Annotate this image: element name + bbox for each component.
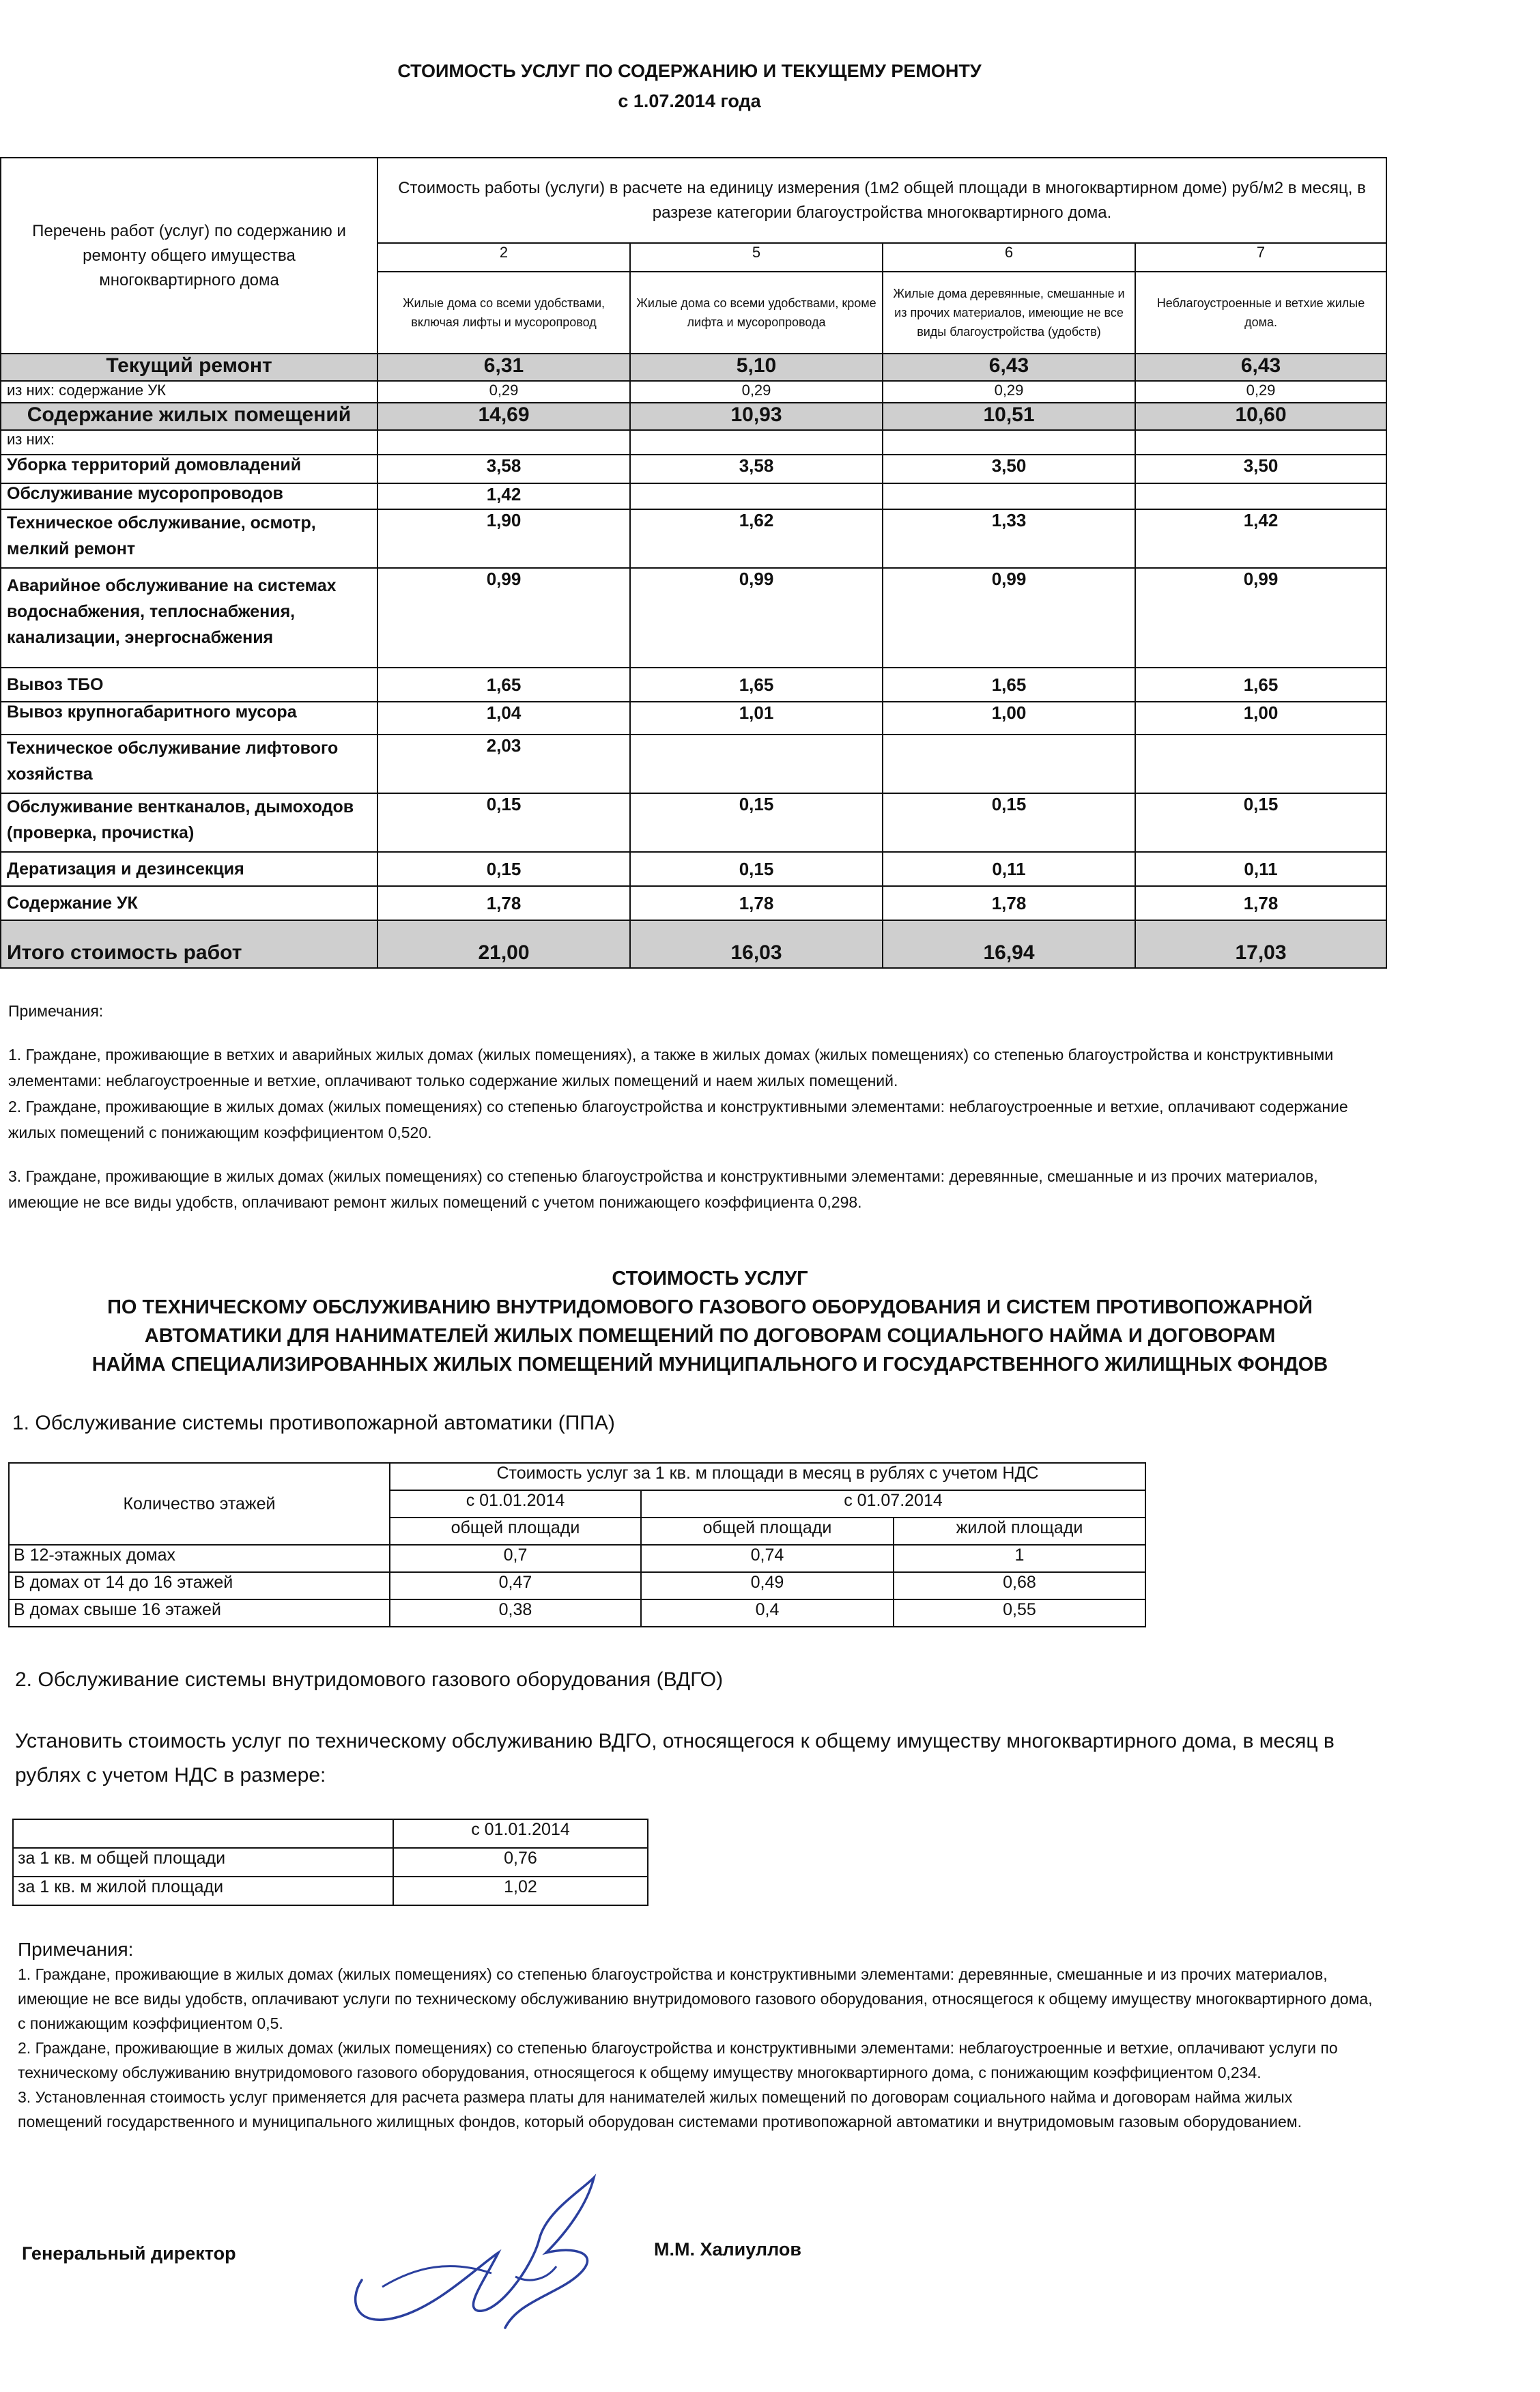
- table-row: [1, 852, 1386, 886]
- row-value: 1,65: [883, 668, 1135, 702]
- row-label: Дератизация и дезинсекция: [1, 852, 377, 886]
- row-label: из них:: [1, 430, 377, 455]
- header-work-list: Перечень работ (услуг) по содержанию и ремонту общего имущества многоквартирного дома: [1, 158, 377, 354]
- row-label: Аварийное обслуживание на системах водоснабжения, теплоснабжения, канализации, энергоснабжения: [1, 568, 377, 668]
- category-number: 6: [883, 243, 1135, 272]
- row-value: 3,58: [630, 455, 883, 483]
- notes-heading: Примечания:: [18, 1939, 134, 1960]
- table-row: [1, 735, 1386, 793]
- table-row: [1, 455, 1386, 483]
- row-label: Вывоз крупногабаритного мусора: [1, 702, 377, 735]
- ppa-table: [8, 1462, 1146, 1627]
- row-value: 0,15: [630, 793, 883, 852]
- row-label: Содержание УК: [1, 886, 377, 920]
- table-row: [9, 1599, 1145, 1627]
- row-value: 1,78: [630, 886, 883, 920]
- row-value: 10,93: [630, 403, 883, 430]
- table-row: [1, 886, 1386, 920]
- row-value: 5,10: [630, 354, 883, 381]
- row-value: 0,68: [894, 1572, 1145, 1599]
- row-value: [630, 735, 883, 793]
- period-header: с 01.07.2014: [641, 1490, 1145, 1518]
- title-line-2: с 1.07.2014 года: [618, 91, 761, 111]
- row-label: из них: содержание УК: [1, 381, 377, 403]
- row-value: 1: [894, 1545, 1145, 1572]
- row-value: 21,00: [377, 920, 630, 968]
- floors-header: Количество этажей: [9, 1463, 390, 1545]
- row-label: Текущий ремонт: [1, 354, 377, 381]
- row-label: за 1 кв. м общей площади: [13, 1848, 393, 1877]
- row-value: 1,00: [1135, 702, 1386, 735]
- row-value: 1,65: [1135, 668, 1386, 702]
- row-value: 1,00: [883, 702, 1135, 735]
- row-value: 0,29: [630, 381, 883, 403]
- row-value: 0,99: [377, 568, 630, 668]
- table-row: [1, 668, 1386, 702]
- area-type-header: общей площади: [390, 1518, 641, 1545]
- vdgo-table: [12, 1819, 648, 1906]
- section2-heading: 2. Обслуживание системы внутридомового газового оборудования (ВДГО): [15, 1668, 724, 1691]
- row-value: 1,42: [377, 483, 630, 509]
- notes-block-1: [8, 998, 1373, 1215]
- note-item: 2. Граждане, проживающие в жилых домах (жилых помещениях) со степенью благоустройства и конструктивными элементами: неблагоустроенные и ветхие, оплачивают содержание жилых помещений с понижающим коэффициентом 0,520.: [8, 1098, 1348, 1141]
- document-title: [205, 56, 1174, 116]
- row-label: Обслуживание вентканалов, дымоходов (проверка, прочистка): [1, 793, 377, 852]
- handwritten-signature: [341, 2164, 614, 2341]
- row-value: 0,49: [641, 1572, 894, 1599]
- category-description: Жилые дома со всеми удобствами, кроме лифта и мусоропровода: [630, 272, 883, 354]
- row-value: 16,94: [883, 920, 1135, 968]
- section-title-line-3: АВТОМАТИКИ ДЛЯ НАНИМАТЕЛЕЙ ЖИЛЫХ ПОМЕЩЕНИЙ ПО ДОГОВОРАМ СОЦИАЛЬНОГО НАЙМА И ДОГОВОРАМ: [144, 1325, 1276, 1347]
- row-value: 0,11: [883, 852, 1135, 886]
- header-cost-description: Стоимость работы (услуги) в расчете на единицу измерения (1м2 общей площади в многоквартирном доме) руб/м2 в месяц, в разрезе категории благоустройства многоквартирного дома.: [377, 158, 1386, 243]
- row-value: 1,62: [630, 509, 883, 568]
- row-value: 0,29: [883, 381, 1135, 403]
- area-type-header: общей площади: [641, 1518, 894, 1545]
- row-value: 0,15: [377, 852, 630, 886]
- row-value: 10,51: [883, 403, 1135, 430]
- table-row: [1, 381, 1386, 403]
- section-title-line-2: ПО ТЕХНИЧЕСКОМУ ОБСЛУЖИВАНИЮ ВНУТРИДОМОВОГО ГАЗОВОГО ОБОРУДОВАНИЯ И СИСТЕМ ПРОТИВОПОЖАРНОЙ: [107, 1296, 1313, 1318]
- note-item: 1. Граждане, проживающие в жилых домах (жилых помещениях) со степенью благоустройства и конструктивными элементами: деревянные, смешанные и из прочих материалов, имеющие не все виды удобств, оплачивают услуги по техническому обслуживанию внутридомового газового оборудования, относящегося к общему имуществу многоквартирного дома, с понижающим коэффициентом 0,5.: [18, 1965, 1373, 2032]
- title-line-1: СТОИМОСТЬ УСЛУГ ПО СОДЕРЖАНИЮ И ТЕКУЩЕМУ РЕМОНТУ: [397, 61, 982, 81]
- note-item: 3. Граждане, проживающие в жилых домах (жилых помещениях) со степенью благоустройства и конструктивными элементами: деревянные, смешанные и из прочих материалов, имеющие не все виды удобств, оплачивают ремонт жилых помещений с учетом понижающего коэффициента 0,298.: [8, 1167, 1318, 1211]
- row-label: за 1 кв. м жилой площади: [13, 1877, 393, 1905]
- note-item: 2. Граждане, проживающие в жилых домах (жилых помещениях) со степенью благоустройства и конструктивными элементами: неблагоустроенные и ветхие, оплачивают услуги по техническому обслуживанию внутридомового газового оборудования, относящегося к общему имуществу многоквартирного дома, с понижающим коэффициентом 0,234.: [18, 2039, 1338, 2081]
- row-value: 1,78: [1135, 886, 1386, 920]
- row-value: 6,31: [377, 354, 630, 381]
- row-value: 0,15: [1135, 793, 1386, 852]
- row-value: 0,15: [630, 852, 883, 886]
- row-value: 3,50: [883, 455, 1135, 483]
- row-value: [883, 483, 1135, 509]
- table-row: [9, 1572, 1145, 1599]
- table-row: [1, 430, 1386, 455]
- section1-heading: 1. Обслуживание системы противопожарной автоматики (ППА): [12, 1412, 615, 1434]
- note-item: 1. Граждане, проживающие в ветхих и аварийных жилых домах (жилых помещениях), а также в жилых домах (жилых помещениях) со степенью благоустройства и конструктивными элементами: неблагоустроенные и ветхие, оплачивают только содержание жилых помещений и наем жилых помещений.: [8, 1046, 1334, 1090]
- row-value: 17,03: [1135, 920, 1386, 968]
- row-value: 3,50: [1135, 455, 1386, 483]
- signatory-name: М.М. Халиуллов: [654, 2239, 801, 2260]
- row-value: 10,60: [1135, 403, 1386, 430]
- row-value: 2,03: [377, 735, 630, 793]
- table-row: [1, 793, 1386, 852]
- empty-header: [13, 1819, 393, 1848]
- row-value: [630, 483, 883, 509]
- row-label: Содержание жилых помещений: [1, 403, 377, 430]
- category-description: Неблагоустроенные и ветхие жилые дома.: [1135, 272, 1386, 354]
- row-value: [1135, 735, 1386, 793]
- note-item: 3. Установленная стоимость услуг применяется для расчета размера платы для нанимателей жилых помещений по договорам социального найма и договорам найма жилых помещений государственного и муниципального жилищных фондов, который оборудован системами противопожарной автоматики и внутридомовым газовым оборудованием.: [18, 2088, 1302, 2131]
- row-value: 14,69: [377, 403, 630, 430]
- row-value: 6,43: [1135, 354, 1386, 381]
- row-value: 1,78: [377, 886, 630, 920]
- table-row: [1, 568, 1386, 668]
- period-header: с 01.01.2014: [390, 1490, 641, 1518]
- row-value: 1,65: [630, 668, 883, 702]
- row-label: Техническое обслуживание, осмотр, мелкий ремонт: [1, 509, 377, 568]
- section-title-line-4: НАЙМА СПЕЦИАЛИЗИРОВАННЫХ ЖИЛЫХ ПОМЕЩЕНИЙ МУНИЦИПАЛЬНОГО И ГОСУДАРСТВЕННОГО ЖИЛИЩНЫХ ФОНДОВ: [91, 1354, 1328, 1376]
- section-title: [55, 1264, 1365, 1379]
- row-value: 0,74: [641, 1545, 894, 1572]
- tariff-table: [0, 157, 1387, 969]
- row-value: 0,15: [377, 793, 630, 852]
- notes-heading: Примечания:: [8, 1002, 104, 1020]
- row-label: Уборка территорий домовладений: [1, 455, 377, 483]
- row-value: 3,58: [377, 455, 630, 483]
- row-value: 0,76: [393, 1848, 648, 1877]
- row-value: 1,33: [883, 509, 1135, 568]
- row-value: 0,7: [390, 1545, 641, 1572]
- row-label: В домах от 14 до 16 этажей: [9, 1572, 390, 1599]
- section-title-line-1: СТОИМОСТЬ УСЛУГ: [612, 1268, 808, 1290]
- row-value: [630, 430, 883, 455]
- table-row-total: [1, 920, 1386, 968]
- row-value: 1,78: [883, 886, 1135, 920]
- row-value: 0,29: [377, 381, 630, 403]
- table-row: [1, 483, 1386, 509]
- row-value: 6,43: [883, 354, 1135, 381]
- category-description: Жилые дома деревянные, смешанные и из прочих материалов, имеющие не все виды благоустройства (удобств): [883, 272, 1135, 354]
- row-value: [883, 735, 1135, 793]
- category-number: 7: [1135, 243, 1386, 272]
- row-value: [883, 430, 1135, 455]
- row-value: 1,65: [377, 668, 630, 702]
- row-value: 16,03: [630, 920, 883, 968]
- row-label: В домах свыше 16 этажей: [9, 1599, 390, 1627]
- table-row: [9, 1545, 1145, 1572]
- row-value: 0,29: [1135, 381, 1386, 403]
- category-number: 2: [377, 243, 630, 272]
- cost-header: Стоимость услуг за 1 кв. м площади в месяц в рублях с учетом НДС: [390, 1463, 1145, 1490]
- table-row: [1, 354, 1386, 381]
- table-row: [1, 509, 1386, 568]
- row-value: [1135, 430, 1386, 455]
- row-value: 1,90: [377, 509, 630, 568]
- area-type-header: жилой площади: [894, 1518, 1145, 1545]
- row-value: 1,01: [630, 702, 883, 735]
- section2-text: Установить стоимость услуг по техническому обслуживанию ВДГО, относящегося к общему имуществу многоквартирного дома, в месяц в рублях с учетом НДС в размере:: [15, 1730, 1335, 1786]
- row-value: 0,47: [390, 1572, 641, 1599]
- category-description: Жилые дома со всеми удобствами, включая лифты и мусоропровод: [377, 272, 630, 354]
- table-row: [1, 403, 1386, 430]
- row-value: 1,04: [377, 702, 630, 735]
- category-number: 5: [630, 243, 883, 272]
- row-label: Обслуживание мусоропроводов: [1, 483, 377, 509]
- row-value: 1,42: [1135, 509, 1386, 568]
- notes-block-2: [18, 1937, 1376, 2134]
- table-row: [13, 1848, 648, 1877]
- period-header: с 01.01.2014: [393, 1819, 648, 1848]
- row-value: 1,02: [393, 1877, 648, 1905]
- table-row: [13, 1877, 648, 1905]
- row-value: 0,11: [1135, 852, 1386, 886]
- row-label: Техническое обслуживание лифтового хозяйства: [1, 735, 377, 793]
- row-label: В 12-этажных домах: [9, 1545, 390, 1572]
- row-label: Итого стоимость работ: [1, 920, 377, 968]
- signatory-position: Генеральный директор: [22, 2243, 236, 2264]
- row-value: 0,15: [883, 793, 1135, 852]
- row-value: [1135, 483, 1386, 509]
- row-value: 0,99: [1135, 568, 1386, 668]
- row-value: 0,38: [390, 1599, 641, 1627]
- row-value: 0,4: [641, 1599, 894, 1627]
- row-value: 0,99: [883, 568, 1135, 668]
- table-row: [1, 702, 1386, 735]
- row-value: 0,99: [630, 568, 883, 668]
- row-value: 0,55: [894, 1599, 1145, 1627]
- row-label: Вывоз ТБО: [1, 668, 377, 702]
- row-value: [377, 430, 630, 455]
